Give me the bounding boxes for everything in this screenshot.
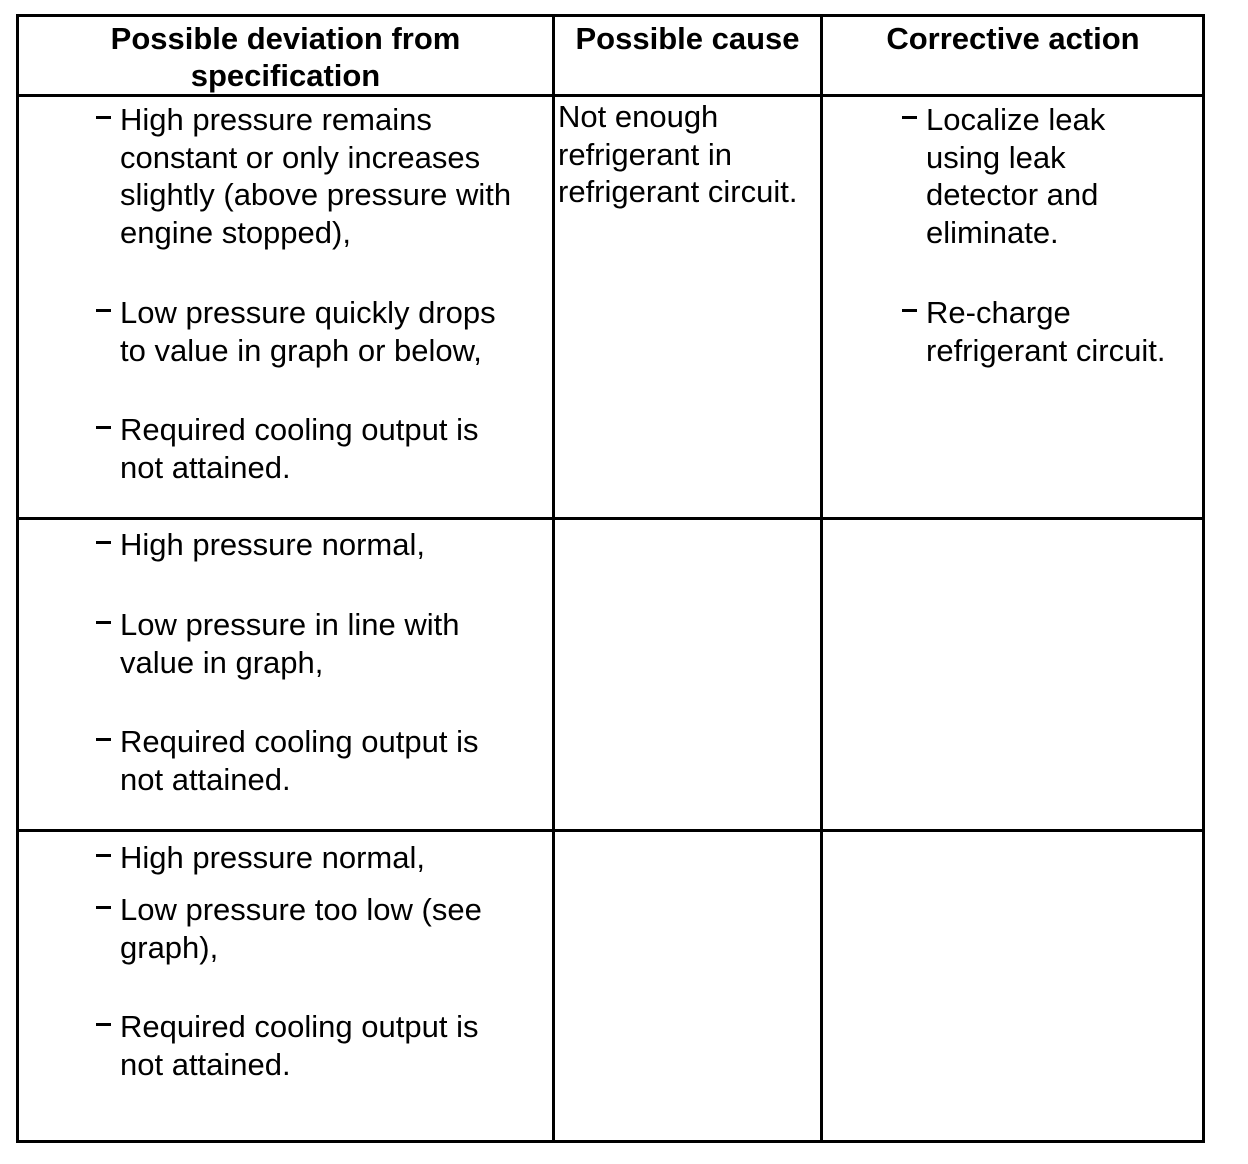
dash-bullet [902,309,917,312]
column-divider-2 [820,14,823,1143]
row1-deviation-item-2: Low pressure quickly drops to value in graph or below, [96,294,496,369]
row2-deviation-item-2: Low pressure in line with value in graph, [96,606,459,681]
row1-deviation-item-3: Required cooling output is not attained. [96,411,478,486]
row2-deviation-item-1: High pressure normal, [96,526,425,564]
dash-bullet [96,116,111,119]
row1-action-item-2: Re-charge refrigerant circuit. [902,294,1165,369]
dash-bullet [96,906,111,909]
dash-bullet [96,1023,111,1026]
header-deviation: Possible deviation from specification [110,21,461,93]
column-divider-1 [552,14,555,1143]
dash-bullet [96,426,111,429]
row3-deviation-item-3: Required cooling output is not attained. [96,1008,478,1083]
row-divider-1 [16,517,1205,520]
dash-bullet [96,541,111,544]
row3-deviation-item-2: Low pressure too low (see graph), [96,891,482,966]
row3-deviation-item-1: High pressure normal, [96,839,425,877]
dash-bullet [96,621,111,624]
row1-deviation-item-1: High pressure remains constant or only increases slightly (above pressure with engine stopped), [96,101,511,251]
header-cause: Possible cause [575,21,800,56]
dash-bullet [902,116,917,119]
header-divider [16,94,1205,97]
header-action: Corrective action [886,21,1140,56]
row1-cause: Not enough refrigerant in refrigerant circuit. [558,99,798,209]
row-divider-2 [16,829,1205,832]
dash-bullet [96,738,111,741]
dash-bullet [96,309,111,312]
dash-bullet [96,854,111,857]
row2-deviation-item-3: Required cooling output is not attained. [96,723,478,798]
row1-action-item-1: Localize leak using leak detector and eliminate. [902,101,1105,251]
